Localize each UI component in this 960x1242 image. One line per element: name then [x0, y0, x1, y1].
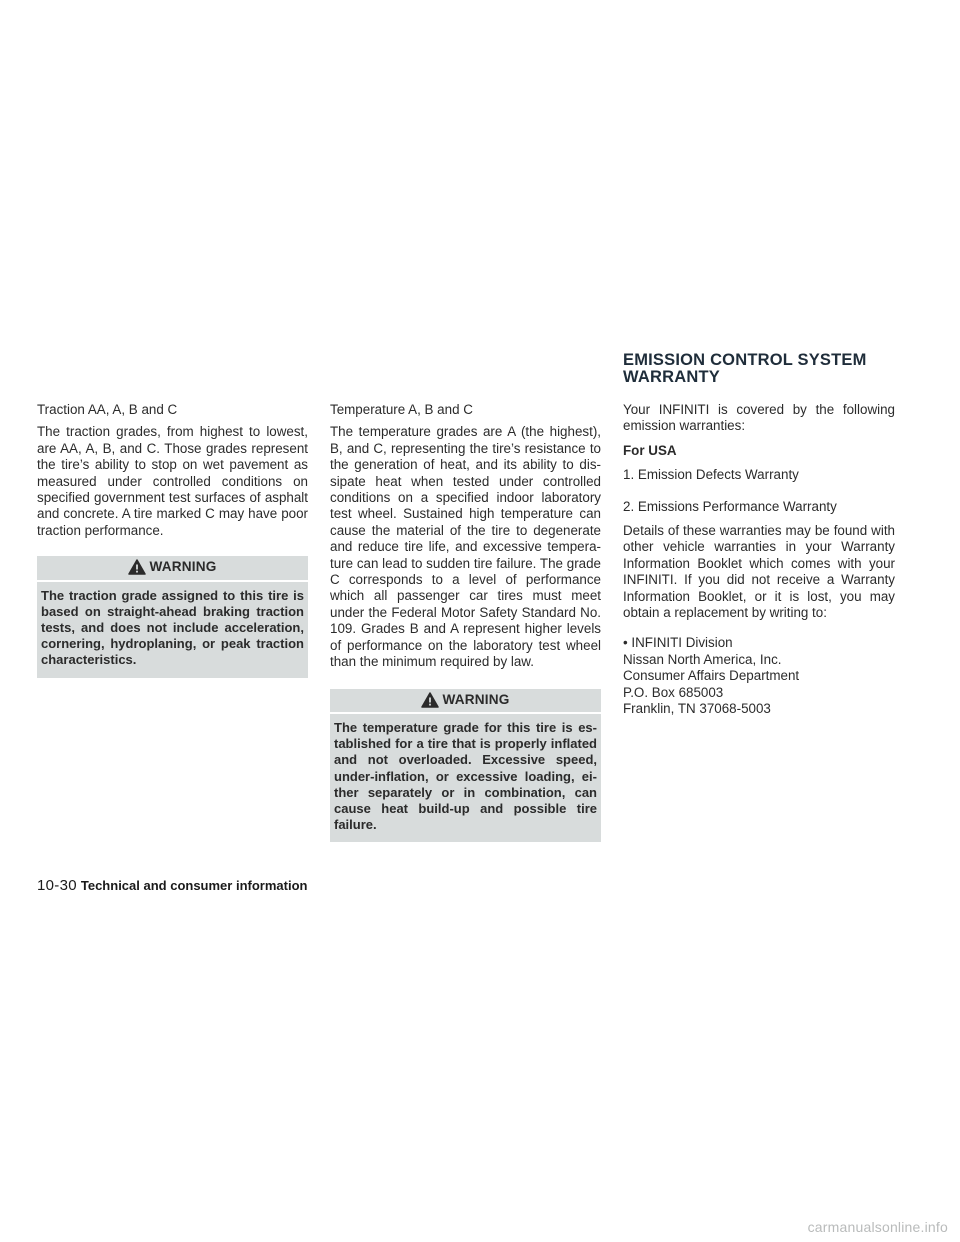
watermark: carmanualsonline.info [807, 1219, 948, 1235]
mailing-address [623, 635, 895, 717]
column-emission-warranty [623, 402, 895, 718]
column-temperature [330, 402, 601, 842]
temperature-warning-text: The temperature grade for this tire is established for a tire that is properly inflated and not overloaded. Excessive speed, under-inflation, or excessive loading, either separately or in combination, can cause heat build-up and possible tire failure. [334, 719, 597, 833]
temperature-warning-box [330, 689, 601, 843]
traction-paragraph: The traction grades, from highest to lowest, are AA, A, B, and C. Those grades represent the tire’s ability to stop on wet pavement as measured under controlled conditions on specified government test surfaces of asphalt and concrete. A tire marked C may have poor traction performance. [37, 424, 308, 538]
traction-heading: Traction AA, A, B and C [37, 402, 178, 417]
section-title-line2: WARRANTY [623, 368, 720, 386]
warning-header [330, 689, 601, 714]
section-title-line1: EMISSION CONTROL SYSTEM [623, 351, 867, 369]
traction-warning-box [37, 556, 308, 677]
address-line-2: Nissan North America, Inc. [623, 651, 782, 667]
warranty-item-1: 1. Emission Defects Warranty [623, 467, 799, 483]
traction-warning-text: The traction grade assigned to this tire is based on straight-ahead braking traction tests, and does not include acceleration, cornering, hydroplaning, or peak traction characteristics. [41, 587, 304, 668]
temperature-paragraph: The temperature grades are A (the highest), B, and C, representing the tire’s resistance to the generation of heat, and its ability to dissipate heat when tested under controlled conditions on a specified indoor laboratory test wheel. Sustained high temperature can cause the material of the tire to degenerate and reduce tire life, and excessive temperature can lead to sudden tire failure. The grade C corresponds to a level of performance which all passenger car tires must meet under the Federal Motor Safety Standard No. 109. Grades B and A represent higher levels of performance on the laboratory test wheel than the minimum required by law. [330, 424, 601, 670]
temperature-heading: Temperature A, B and C [330, 402, 473, 417]
address-line-3: Consumer Affairs Department [623, 668, 800, 684]
for-usa-subheading: For USA [623, 442, 677, 458]
column-traction [37, 402, 308, 678]
section-title [623, 352, 913, 386]
address-line-5: Franklin, TN 37068-5003 [623, 701, 771, 717]
warning-title: WARNING [149, 559, 217, 575]
warning-triangle-icon [421, 692, 439, 708]
warning-title: WARNING [442, 691, 510, 707]
address-line-4: P.O. Box 685003 [623, 684, 724, 700]
page-number: 10-30 [37, 877, 77, 894]
page-footer [37, 877, 307, 894]
warranty-item-2: 2. Emissions Performance Warranty [623, 498, 837, 514]
warning-header [37, 556, 308, 581]
chapter-title: Technical and consumer information [80, 878, 308, 893]
warning-triangle-icon [128, 559, 146, 575]
warranty-intro: Your INFINITI is covered by the following emission warranties: [623, 402, 895, 434]
warranty-details: Details of these warranties may be found with other vehicle warranties in your Warranty Information Booklet which comes with your INFINITI. If you did not receive a Warranty Information Booklet, or it is lost, you may obtain a replacement by writing to: [623, 523, 895, 621]
address-line-1: • INFINITI Division [623, 635, 733, 651]
